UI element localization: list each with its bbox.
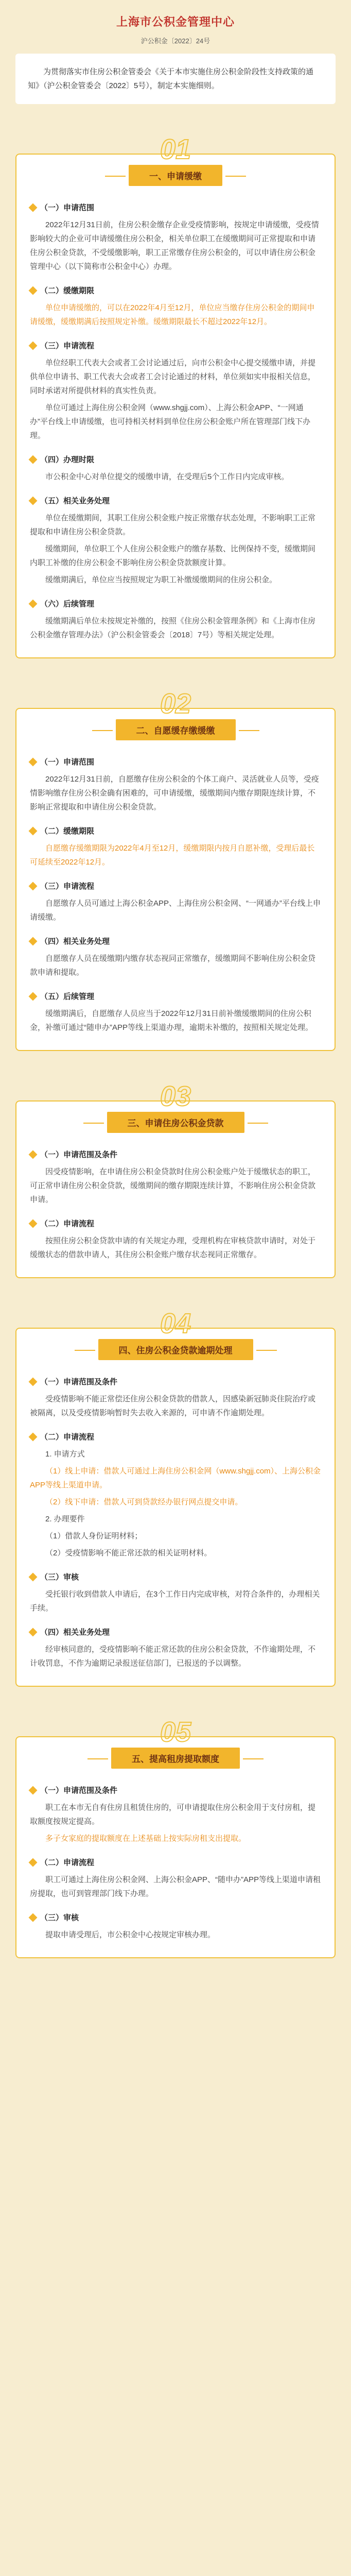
- section-title-wrap: [16, 719, 335, 740]
- paragraph: 因受疫情影响，在申请住房公积金贷款时住房公积金账户处于缓缴状态的职工，可正常申请住房公积金贷款，缓缴期间的缴存期限连续计算，不影响住房公积金贷款申请。: [30, 1167, 316, 1204]
- item-heading-text: （六）后续管理: [40, 600, 95, 608]
- paragraph: 市公积金中心对单位提交的缓缴申请，在受理后5个工作日内完成审核。: [45, 472, 289, 481]
- paragraph: 2. 办理要件: [45, 1515, 85, 1523]
- section-title-wrap: [16, 1112, 335, 1133]
- section-card: [15, 1717, 336, 1958]
- item-heading-text: （二）申请流程: [40, 1433, 95, 1442]
- section-number: 02: [160, 688, 191, 719]
- item-heading: [30, 1376, 321, 1387]
- item-heading: [30, 880, 321, 891]
- item-heading: [30, 1857, 321, 1868]
- item-heading: [30, 825, 321, 836]
- item-heading: [30, 1912, 321, 1923]
- section-item: [30, 1857, 321, 1901]
- paragraph: 按照住房公积金贷款申请的有关规定办理，受理机构在审核贷款申请时，对处于缓缴状态的借款申请人，其住房公积金账户缴存状态视同正常缴存。: [30, 1236, 316, 1259]
- item-heading-text: （一）申请范围及条件: [40, 1150, 118, 1159]
- section-item: [30, 1912, 321, 1942]
- section-item: [30, 1785, 321, 1845]
- section-title-wrap: [16, 1748, 335, 1769]
- diamond-bullet-icon: [29, 496, 38, 505]
- paragraph: 单位经职工代表大会或者工会讨论通过后，向市公积金中心提交缓缴申请，并提供单位申请书、职工代表大会或者工会讨论通过的材料，单位须如实申报相关信息，同时承诺对所提供材料的真实性负责。: [30, 359, 316, 395]
- section-title: 三、申请住房公积金贷款: [107, 1112, 244, 1133]
- header: [0, 0, 351, 46]
- diamond-bullet-icon: [29, 1150, 38, 1159]
- item-heading: [30, 756, 321, 767]
- item-heading: [30, 340, 321, 351]
- item-heading-text: （一）申请范围及条件: [40, 1786, 118, 1795]
- diamond-bullet-icon: [29, 455, 38, 464]
- paragraph: 受疫情影响不能正常偿还住房公积金贷款的借款人，因感染新冠肺炎住院治疗或被隔离，以及受疫情影响暂时失去收入来源的，可申请不作逾期处理。: [30, 1395, 316, 1417]
- item-heading-text: （二）申请流程: [40, 1858, 95, 1867]
- section-title: 二、自愿缓存缴缓缴: [116, 719, 236, 740]
- section-card: [15, 134, 336, 658]
- section-item: [30, 202, 321, 274]
- diamond-bullet-icon: [29, 1377, 38, 1386]
- highlighted-paragraph: （2）线下申请：借款人可到贷款经办银行网点提交申请。: [45, 1498, 243, 1506]
- diamond-bullet-icon: [29, 826, 38, 835]
- paragraph: （2）受疫情影响不能正常还款的相关证明材料。: [45, 1549, 212, 1557]
- diamond-bullet-icon: [29, 1786, 38, 1794]
- item-heading: [30, 202, 321, 213]
- item-heading-text: （四）相关业务处理: [40, 937, 110, 946]
- item-heading-text: （二）申请流程: [40, 1219, 95, 1228]
- section-item: [30, 756, 321, 814]
- sections-container: [0, 104, 351, 1958]
- item-heading-text: （三）申请流程: [40, 342, 95, 350]
- paragraph: 受托银行收到借款人申请后，在3个工作日内完成审核，对符合条件的，办理相关手续。: [30, 1590, 320, 1613]
- document-issuer: 上海市公积金管理中心: [116, 15, 235, 28]
- section-number: 01: [160, 134, 191, 165]
- item-heading-text: （五）后续管理: [40, 992, 95, 1001]
- item-heading: [30, 495, 321, 506]
- diamond-bullet-icon: [29, 1432, 38, 1441]
- section-item: [30, 1376, 321, 1420]
- diamond-bullet-icon: [29, 599, 38, 608]
- paragraph: 自愿缴存人员在缓缴期内缴存状态视同正常缴存，缓缴期间不影响住房公积金贷款申请和提取。: [30, 954, 316, 977]
- paragraph: 单位在缓缴期间，其职工住房公积金账户按正常缴存状态处理，不影响职工正常提取和申请住房公积金贷款。: [30, 514, 316, 536]
- diamond-bullet-icon: [29, 1219, 38, 1228]
- section-number: 04: [160, 1308, 191, 1339]
- item-heading-text: （四）相关业务处理: [40, 1628, 110, 1637]
- paragraph: 缓缴期满后单位未按规定补缴的，按照《住房公积金管理条例》和《上海市住房公积金缴存管理办法》（沪公积金管委会〔2018〕7号）等相关规定处理。: [30, 617, 316, 639]
- paragraph: 2022年12月31日前，住房公积金缴存企业受疫情影响，按规定申请缓缴，受疫情影响较大的企业可申请缓缴住房公积金，相关单位职工在缓缴期间可正常提取和申请住房公积金贷款，不受缓缴影响，职工正常缴存住房公积金的，可以申请住房公积金管理中心（以下简称市公积金中心）办理。: [30, 221, 319, 271]
- section-card: [15, 1081, 336, 1278]
- paragraph: 2022年12月31日前，自愿缴存住房公积金的个体工商户、灵活就业人员等，受疫情影响缴存住房公积金确有困难的，可申请缓缴，缓缴期间内缴存期限连续计算，不影响正常提取和申请住房公积金贷款。: [30, 775, 319, 811]
- diamond-bullet-icon: [29, 286, 38, 295]
- item-heading-text: （一）申请范围: [40, 204, 95, 212]
- item-heading: [30, 1626, 321, 1637]
- item-heading: [30, 1218, 321, 1229]
- section-item: [30, 598, 321, 642]
- item-heading-text: （三）申请流程: [40, 882, 95, 891]
- diamond-bullet-icon: [29, 937, 38, 945]
- diamond-bullet-icon: [29, 341, 38, 350]
- section-title-wrap: [16, 165, 335, 186]
- section-card: [15, 1308, 336, 1687]
- diamond-bullet-icon: [29, 1572, 38, 1581]
- item-heading: [30, 598, 321, 609]
- item-heading-text: （四）办理时限: [40, 455, 95, 464]
- section-item: [30, 825, 321, 869]
- document-number: 沪公积金〔2022〕24号: [141, 37, 210, 45]
- item-heading: [30, 1785, 321, 1795]
- paragraph: 缓缴期满后，单位应当按照规定为职工补缴缓缴期间的住房公积金。: [45, 575, 277, 584]
- paragraph: 自愿缴存人员可通过上海公积金APP、上海住房公积金网、“一网通办”平台线上申请缓缴。: [30, 899, 321, 922]
- paragraph: 职工在本市无自有住房且租赁住房的，可申请提取住房公积金用于支付房租，提取额度按规定提高。: [30, 1803, 316, 1826]
- item-heading-text: （三）审核: [40, 1913, 79, 1922]
- item-heading-text: （一）申请范围及条件: [40, 1378, 118, 1386]
- item-heading-text: （五）相关业务处理: [40, 497, 110, 505]
- item-heading-text: （二）缓缴期限: [40, 286, 95, 295]
- paragraph: 提取申请受理后，市公积金中心按规定审核办理。: [45, 1930, 216, 1939]
- item-heading: [30, 1571, 321, 1582]
- diamond-bullet-icon: [29, 757, 38, 766]
- section-item: [30, 991, 321, 1035]
- diamond-bullet-icon: [29, 992, 38, 1001]
- item-heading: [30, 936, 321, 946]
- diamond-bullet-icon: [29, 1913, 38, 1922]
- section-number: 05: [160, 1717, 191, 1748]
- paragraph: 缓缴期满后，自愿缴存人员应当于2022年12月31日前补缴缓缴期间的住房公积金，补缴可通过“随申办”APP等线上渠道办理，逾期未补缴的，按照相关规定处理。: [30, 1009, 313, 1032]
- item-heading: [30, 285, 321, 296]
- section-title: 一、申请缓缴: [129, 165, 222, 186]
- diamond-bullet-icon: [29, 882, 38, 890]
- highlighted-paragraph: 多子女家庭的提取额度在上述基础上按实际房租支出提取。: [45, 1834, 247, 1843]
- diamond-bullet-icon: [29, 1628, 38, 1636]
- highlighted-paragraph: 单位申请缓缴的，可以在2022年4月至12月，单位应当缴存住房公积金的期间申请缓缴，缓缴期满后按照规定补缴。缓缴期限最长不超过2022年12月。: [30, 303, 315, 326]
- section-item: [30, 495, 321, 587]
- section-item: [30, 1149, 321, 1207]
- paragraph: 缓缴期间，单位职工个人住房公积金账户的缴存基数、比例保持不变，缓缴期间内职工补缴的住房公积金不影响住房公积金贷款额度计算。: [30, 545, 316, 567]
- section-item: [30, 880, 321, 924]
- section-item: [30, 1571, 321, 1615]
- item-heading-text: （二）缓缴期限: [40, 827, 95, 836]
- section-item: [30, 1218, 321, 1262]
- item-heading: [30, 454, 321, 465]
- paragraph: 职工可通过上海住房公积金网、上海公积金APP、“随申办”APP等线上渠道申请租房提取，也可到管理部门线下办理。: [30, 1875, 321, 1898]
- item-heading-text: （三）审核: [40, 1573, 79, 1582]
- item-heading: [30, 1149, 321, 1160]
- paragraph: 单位可通过上海住房公积金网（www.shgjj.com）、上海公积金APP、“一网通办”平台线上申请缓缴，也可持相关材料到单位住房公积金账户所在管理部门线下办理。: [30, 403, 310, 440]
- section-item: [30, 454, 321, 484]
- diamond-bullet-icon: [29, 1858, 38, 1867]
- section-card: [15, 688, 336, 1051]
- section-item: [30, 340, 321, 443]
- item-heading-text: （一）申请范围: [40, 758, 95, 767]
- paragraph: 1. 申请方式: [45, 1450, 85, 1459]
- section-item: [30, 1431, 321, 1560]
- paragraph: （1）借款人身份证明材料；: [45, 1532, 143, 1540]
- intro-paragraph: 为贯彻落实市住房公积金管委会《关于本市实施住房公积金阶段性支持政策的通知》（沪公积金管委会〔2022〕5号），制定本实施细则。: [15, 54, 336, 104]
- item-heading: [30, 991, 321, 1002]
- section-item: [30, 1626, 321, 1670]
- section-number: 03: [160, 1081, 191, 1112]
- section-item: [30, 936, 321, 979]
- section-item: [30, 285, 321, 329]
- section-title: 五、提高租房提取额度: [111, 1748, 240, 1769]
- highlighted-paragraph: 自愿缴存缓缴期限为2022年4月至12月，缓缴期限内按月自愿补缴，受理后最长可延续至2022年12月。: [30, 844, 315, 867]
- section-title: 四、住房公积金贷款逾期处理: [98, 1339, 253, 1360]
- item-heading: [30, 1431, 321, 1442]
- diamond-bullet-icon: [29, 203, 38, 212]
- section-title-wrap: [16, 1339, 335, 1360]
- paragraph: 经审核同意的，受疫情影响不能正常还款的住房公积金贷款，不作逾期处理，不计收罚息，不作为逾期记录报送征信部门，已报送的予以调整。: [30, 1645, 316, 1668]
- highlighted-paragraph: （1）线上申请：借款人可通过上海住房公积金网（www.shgjj.com）、上海公积金APP等线上渠道申请。: [30, 1467, 321, 1489]
